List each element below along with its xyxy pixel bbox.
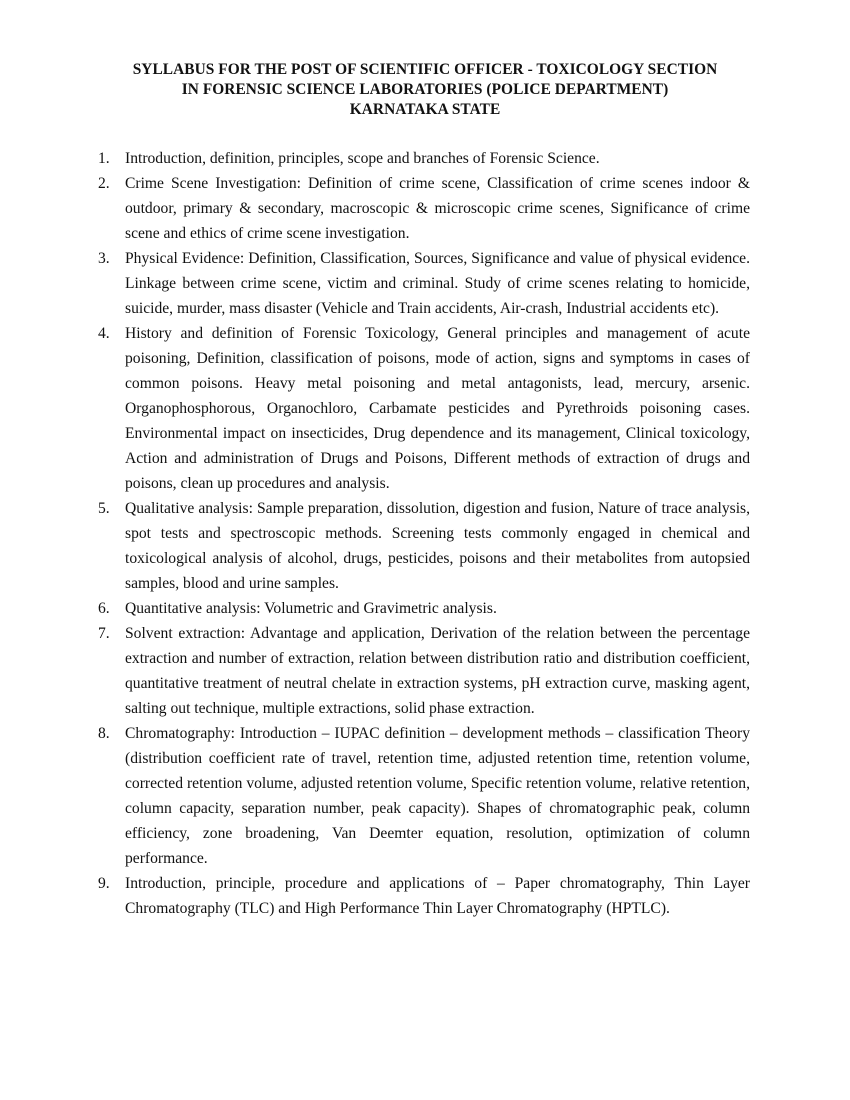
syllabus-item xyxy=(98,596,750,621)
item-number: 3. xyxy=(98,250,110,267)
item-text: Introduction, principle, procedure and applications of – Paper chromatography, Thin Layer Chromatography (TLC) and High Performance Thin Layer Chromatography (HPTLC). xyxy=(125,875,750,917)
item-number: 9. xyxy=(98,875,110,892)
item-number: 8. xyxy=(98,725,110,742)
heading-line-1: SYLLABUS FOR THE POST OF SCIENTIFIC OFFICER - TOXICOLOGY SECTION xyxy=(132,61,718,78)
item-text: Qualitative analysis: Sample preparation, dissolution, digestion and fusion, Nature of trace analysis, spot tests and spectroscopic methods. Screening tests commonly engaged in chemical and toxicological analysis of alcohol, drugs, pesticides, poisons and their metabolites from autopsied samples, blood and urine samples. xyxy=(125,500,750,592)
syllabus-item xyxy=(98,171,750,246)
item-number: 6. xyxy=(98,600,110,617)
item-text: Chromatography: Introduction – IUPAC definition – development methods – classification Theory (distribution coefficient rate of travel, retention time, adjusted retention time, retention volume, corrected retention volume, adjusted retention volume, Specific retention volume, relative retention, column capacity, separation number, peak capacity). Shapes of chromatographic peak, column efficiency, zone broadening, Van Deemter equation, resolution, optimization of column performance. xyxy=(125,725,750,867)
item-text: History and definition of Forensic Toxicology, General principles and management of acute poisoning, Definition, classification of poisons, mode of action, signs and symptoms in cases of common poisons. Heavy metal poisoning and metal antagonists, lead, mercury, arsenic. Organophosphorous, Organochloro, Carbamate pesticides and Pyrethroids poisoning cases. Environmental impact on insecticides, Drug dependence and its management, Clinical toxicology, Action and administration of Drugs and Poisons, Different methods of extraction of drugs and poisons, clean up procedures and analysis. xyxy=(125,325,750,492)
item-number: 4. xyxy=(98,325,110,342)
syllabus-item xyxy=(98,721,750,871)
item-number: 2. xyxy=(98,175,110,192)
item-text: Crime Scene Investigation: Definition of crime scene, Classification of crime scenes indoor & outdoor, primary & secondary, macroscopic & microscopic crime scenes, Significance of crime scene and ethics of crime scene investigation. xyxy=(125,175,750,242)
syllabus-item xyxy=(98,321,750,496)
item-text: Solvent extraction: Advantage and application, Derivation of the relation between the percentage extraction and number of extraction, relation between distribution ratio and distribution coefficient, quantitative treatment of neutral chelate in extraction systems, pH extraction curve, masking agent, salting out technique, multiple extractions, solid phase extraction. xyxy=(125,625,750,717)
syllabus-item xyxy=(98,246,750,321)
item-number: 5. xyxy=(98,500,110,517)
syllabus-item xyxy=(98,621,750,721)
item-text: Introduction, definition, principles, scope and branches of Forensic Science. xyxy=(125,150,600,167)
item-text: Physical Evidence: Definition, Classification, Sources, Significance and value of physical evidence. Linkage between crime scene, victim and criminal. Study of crime scenes relating to homicide, suicide, murder, mass disaster (Vehicle and Train accidents, Air-crash, Industrial accidents etc). xyxy=(125,250,750,317)
syllabus-item xyxy=(98,871,750,921)
heading-line-3: KARNATAKA STATE xyxy=(349,101,501,118)
syllabus-item xyxy=(98,146,750,171)
heading-line-2: IN FORENSIC SCIENCE LABORATORIES (POLICE DEPARTMENT) xyxy=(181,81,669,98)
item-number: 1. xyxy=(98,150,110,167)
item-text: Quantitative analysis: Volumetric and Gravimetric analysis. xyxy=(125,600,497,617)
syllabus-list xyxy=(98,146,750,921)
syllabus-item xyxy=(98,496,750,596)
document-heading xyxy=(60,60,790,120)
item-number: 7. xyxy=(98,625,110,642)
